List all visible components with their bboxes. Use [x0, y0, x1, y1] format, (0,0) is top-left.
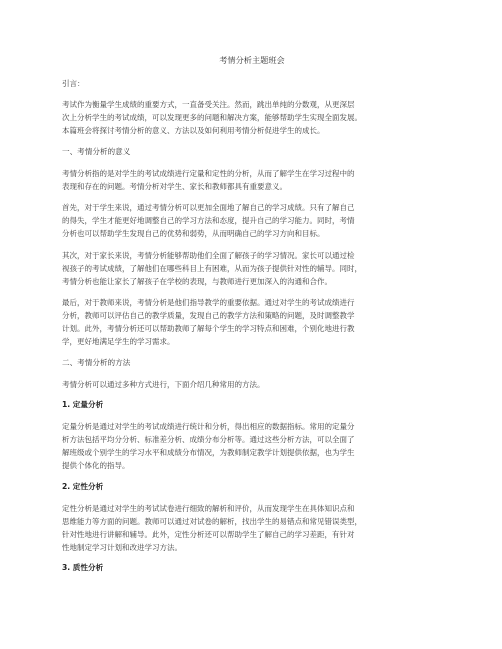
document-title: 考情分析主题班会: [219, 55, 285, 65]
section-heading-significance: 一、考情分析的意义: [62, 146, 131, 156]
paragraph-qualitative: 定性分析是通过对学生的考试试卷进行细致的解析和评价，从而发现学生在具体知识点和 思维能力等方面的问题。教师可以通过对试卷的解析，找出学生的易错点和常见错误类型， 针对性地进行讲解和辅导。此外，定性分析还可以帮助学生了解自己的学习差距，有针对 性地制定学习计划和改进学习方法。: [62, 503, 362, 552]
paragraph-significance-parents: 其次，对于家长来说，考情分析能够帮助他们全面了解孩子的学习情况。家长可以通过检 视孩子的考试成绩，了解他们在哪些科目上有困难，从而为孩子提供针对性的辅导。同时， 考情分析也能让家长了解孩子在学校的表现，与教师进行更加深入的沟通和合作。: [62, 250, 362, 286]
paragraph-significance-teachers: 最后，对于教师来说，考情分析是他们指导教学的重要依据。通过对学生的考试成绩进行 分析，教师可以评估自己的教学质量，发现自己的教学方法和策略的问题，及时调整教学 计划。此外，考情分析还可以帮助教师了解每个学生的学习特点和困难，个别化地进行教 学，更好地满足学生的学习需求。: [62, 298, 355, 346]
paragraph-significance-students: 首先，对于学生来说，通过考情分析可以更加全面地了解自己的学习成绩。只有了解自己 的得失，学生才能更好地调整自己的学习方法和态度，提升自己的学习能力。同时，考情 分析也可以帮助学生发现自己的优势和弱势，从而明确自己的学习方向和目标。: [62, 203, 355, 238]
paragraph-significance-definition: 考情分析指的是对学生的考试成绩进行定量和定性的分析，从而了解学生在学习过程中的 表现和存在的问题。考情分析对学生、家长和教师都具有重要意义。: [62, 168, 355, 191]
intro-label: 引言：: [62, 79, 85, 88]
section-heading-methods: 二、考情分析的方法: [62, 357, 131, 367]
paragraph-methods-intro: 考情分析可以通过多种方式进行，下面介绍几种常用的方法。: [62, 379, 265, 389]
intro-paragraph: 考试作为衡量学生成绩的重要方式，一直备受关注。然而，跳出单纯的分数观，从更深层 次上分析学生的考试成绩，可以发现更多的问题和解决方案，能够帮助学生实现全面发展。 本篇班会将探讨考情分析的意义、方法以及如何利用考情分析促进学生的成长。: [62, 100, 362, 135]
method-heading-qualitative: 2. 定性分析: [62, 481, 104, 491]
method-heading-quality: 3. 质性分析: [62, 563, 104, 572]
method-heading-quantitative: 1. 定量分析: [62, 400, 104, 409]
paragraph-quantitative: 定量分析是通过对学生的考试成绩进行统计和分析，得出相应的数据指标。常用的定量分 析方法包括平均分分析、标准差分析、成绩分布分析等。通过这些分析方法，可以全面了 解班级或个别学生的学习水平和成绩分布情况，为教师制定教学计划提供依据，也为学生 提供个体化的指导。: [62, 422, 355, 470]
